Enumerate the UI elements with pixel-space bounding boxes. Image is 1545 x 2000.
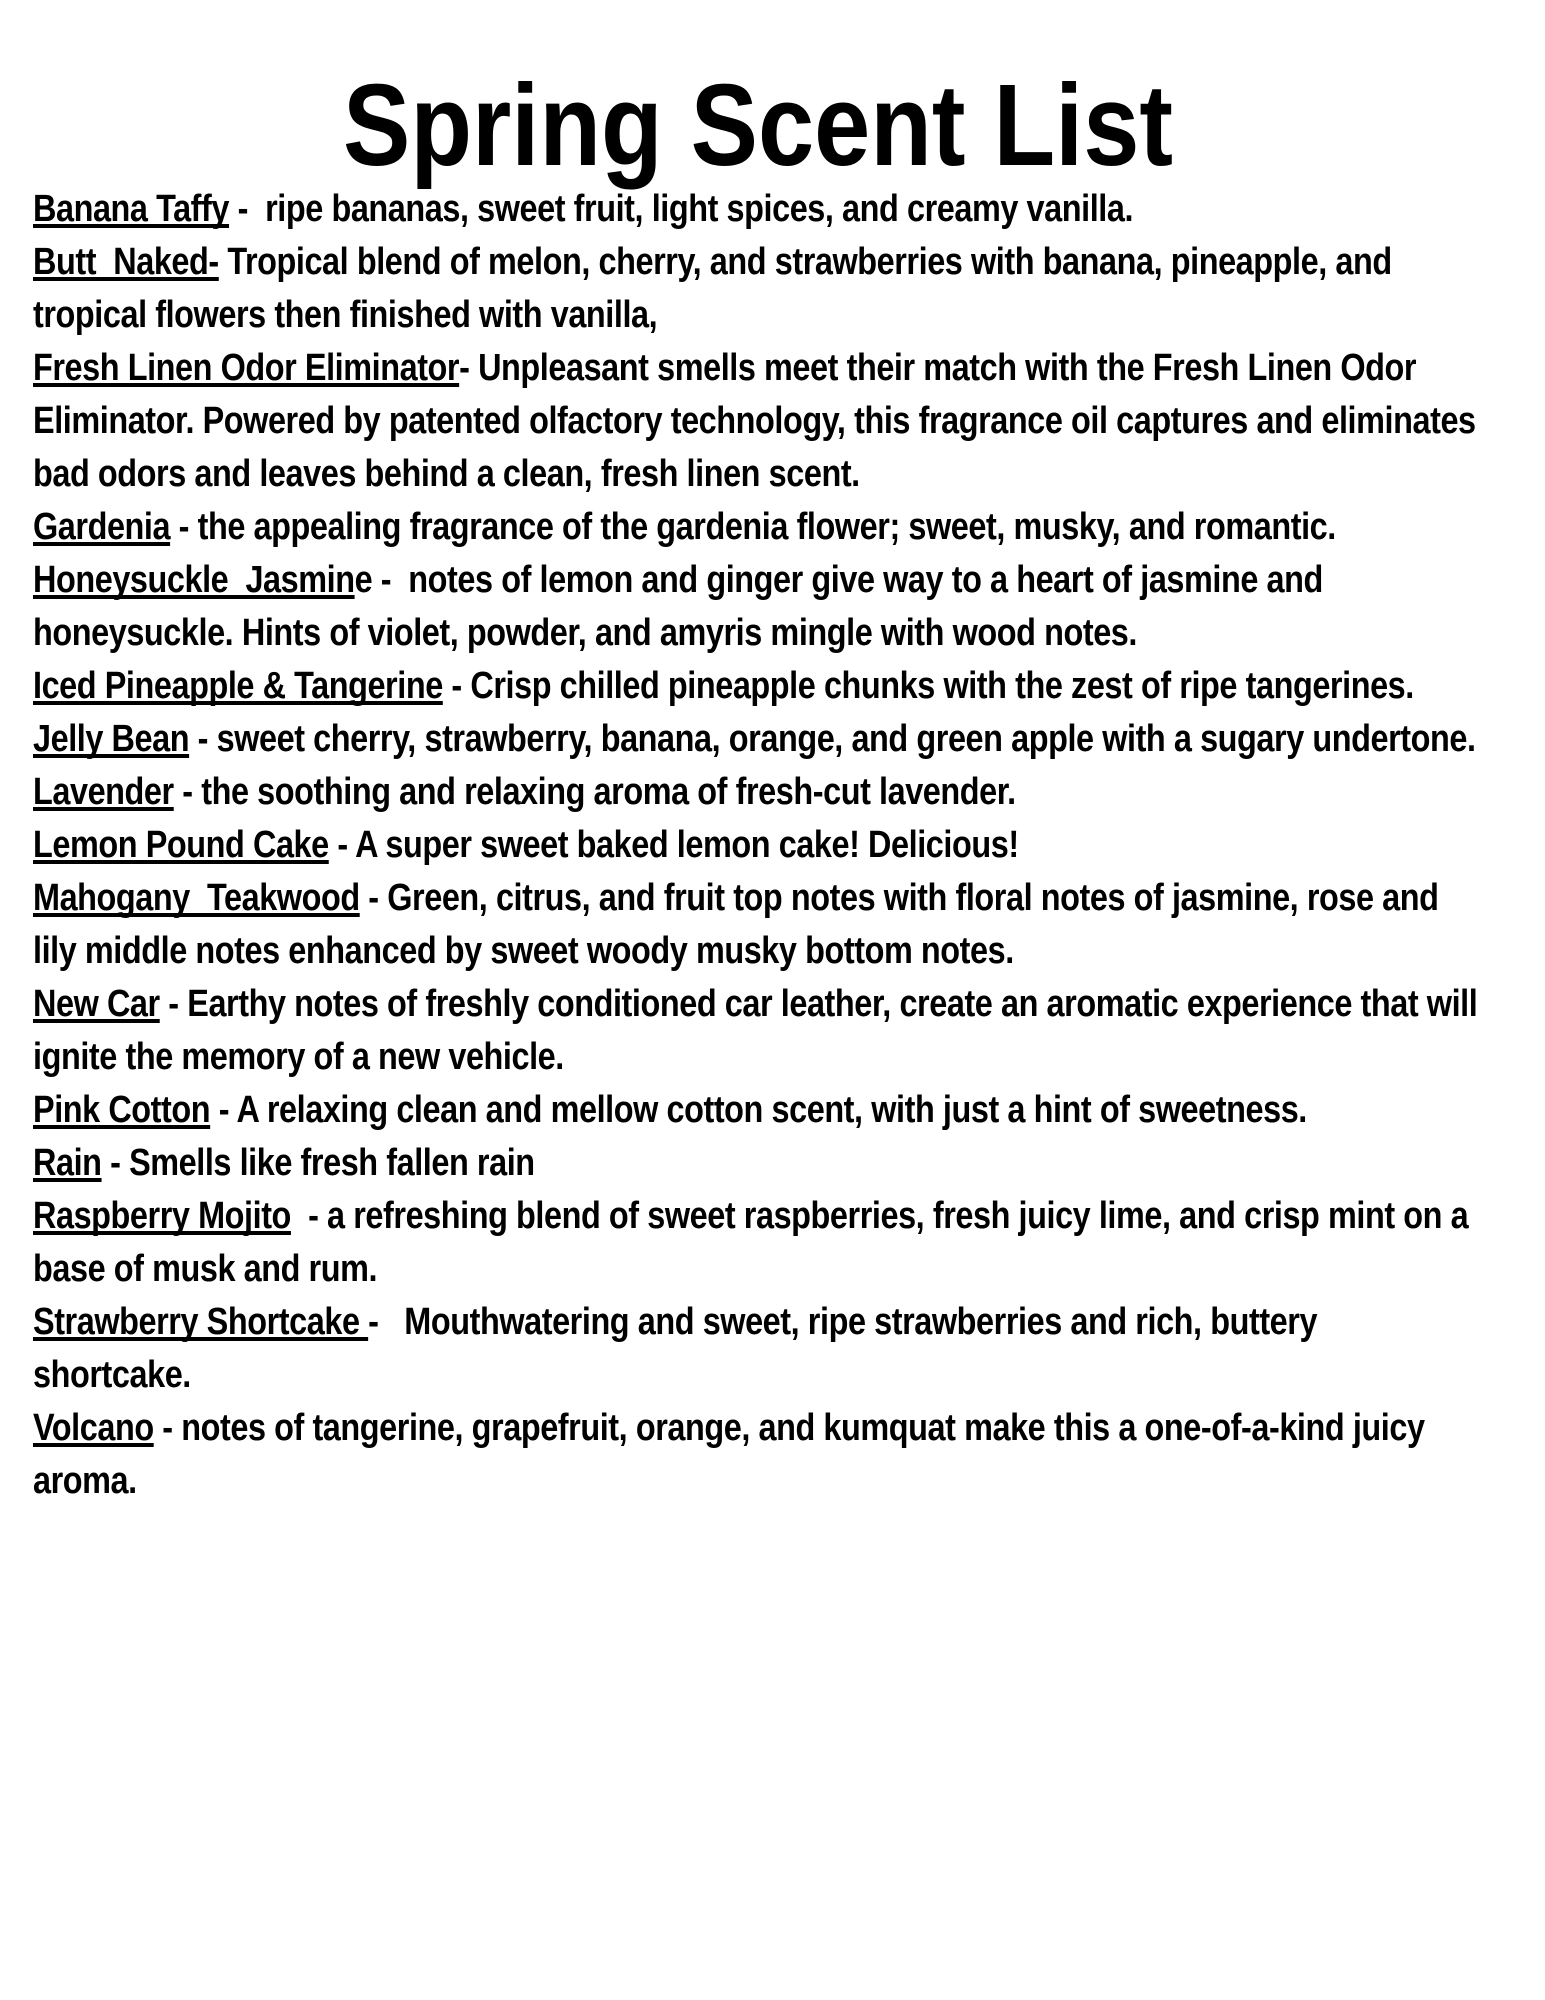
scent-name: Banana Taffy [33, 188, 230, 230]
scent-description: - A relaxing clean and mellow cotton scent, with just a hint of sweetness. [210, 1089, 1307, 1131]
scent-name: Butt Naked- [33, 241, 219, 283]
scent-entry [33, 872, 1483, 978]
title-row [33, 60, 1483, 190]
scent-description: - sweet cherry, strawberry, banana, orange, and green apple with a sugary undertone. [189, 718, 1476, 760]
scent-name: New Car [33, 983, 160, 1025]
scent-description: - ripe bananas, sweet fruit, light spices, and creamy vanilla. [229, 188, 1134, 230]
scent-entry [33, 1402, 1483, 1508]
scent-entry [33, 342, 1483, 501]
scent-description: - Smells like fresh fallen rain [101, 1142, 535, 1184]
scent-name: Fresh Linen Odor Eliminator [33, 347, 460, 389]
scent-description: - the soothing and relaxing aroma of fresh-cut lavender. [173, 771, 1016, 813]
scent-entry [33, 183, 1483, 236]
scent-description: - a refreshing blend of sweet raspberries, fresh juicy lime, and crisp mint on a base of musk and rum. [33, 1195, 1477, 1290]
scent-entry [33, 1084, 1483, 1137]
scent-entry [33, 554, 1483, 660]
scent-name: Mahogany Teakwood [33, 877, 360, 919]
scent-description: - A super sweet baked lemon cake! Delicious! [328, 824, 1019, 866]
scent-entry [33, 819, 1483, 872]
scent-entry [33, 1190, 1483, 1296]
scent-description: - Earthy notes of freshly conditioned car leather, create an aromatic experience that will ignite the memory of a new vehicle. [33, 983, 1486, 1078]
scent-name: Iced Pineapple & Tangerine [33, 665, 443, 707]
scent-entry [33, 1296, 1483, 1402]
scent-name: Raspberry Mojito [33, 1195, 291, 1237]
scent-name: Pink Cotton [33, 1089, 211, 1131]
scent-description: - Mouthwatering and sweet, ripe strawberries and rich, buttery shortcake. [33, 1301, 1326, 1396]
scent-name: Jelly Bean [33, 718, 190, 760]
scent-name: Lemon Pound Cake [33, 824, 329, 866]
scent-name: Volcano [33, 1407, 154, 1449]
scent-description: - the appealing fragrance of the gardenia flower; sweet, musky, and romantic. [170, 506, 1336, 548]
page-title: Spring Scent List [343, 60, 1173, 190]
scent-description: - notes of lemon and ginger give way to a heart of jasmine and honeysuckle. Hints of violet, powder, and amyris mingle with wood notes. [33, 559, 1332, 654]
scent-entry [33, 501, 1483, 554]
scent-description: - Crisp chilled pineapple chunks with the zest of ripe tangerines. [442, 665, 1414, 707]
scent-entry [33, 766, 1483, 819]
scent-description: Tropical blend of melon, cherry, and strawberries with banana, pineapple, and tropical flowers then finished with vanilla, [33, 241, 1401, 336]
scent-entry [33, 660, 1483, 713]
scent-entry [33, 978, 1486, 1084]
scent-description: - Green, citrus, and fruit top notes with floral notes of jasmine, rose and lily middle notes enhanced by sweet woody musky bottom notes. [33, 877, 1448, 972]
scent-entries [33, 183, 1486, 1508]
scent-entry [33, 236, 1483, 342]
scent-name: Strawberry Shortcake [33, 1301, 369, 1343]
scent-entry [33, 1137, 1483, 1190]
scent-entry [33, 713, 1483, 766]
scent-name: Honeysuckle Jasmin [33, 559, 355, 601]
scent-name: Lavender [33, 771, 174, 813]
scent-description: - Unpleasant smells meet their match with the Fresh Linen Odor Eliminator. Powered by patented olfactory technology, this fragrance oil captures and eliminates bad odors and leaves behind a clean, fresh linen scent. [33, 347, 1485, 495]
scent-description: - notes of tangerine, grapefruit, orange, and kumquat make this a one-of-a-kind juicy aroma. [33, 1407, 1434, 1502]
scent-name: Gardenia [33, 506, 171, 548]
scent-name-tail: e [354, 559, 373, 601]
scent-name: Rain [33, 1142, 102, 1184]
